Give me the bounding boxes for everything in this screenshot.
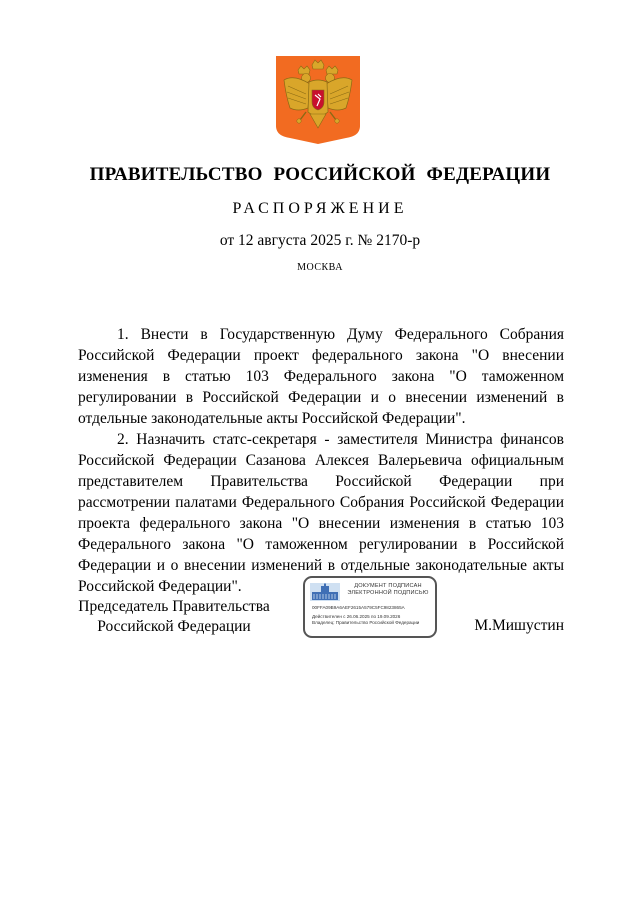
signer-title-line-1: Председатель Правительства [78,598,270,615]
document-city: МОСКВА [297,262,343,273]
stamp-heading [341,583,435,597]
signer-title [76,597,272,637]
stamp-owner: Владелец: Правительство Российской Федерации [312,620,420,625]
stamp-validity: Действителен с 26.06.2025 по 19.09.2026 [312,614,401,619]
stamp-heading-line-2: ЭЛЕКТРОННОЙ ПОДПИСЬЮ [347,590,429,596]
signer-title-line-2: Российской Федерации [97,618,251,635]
document-body [78,324,564,597]
document-date-number: от 12 августа 2025 г. № 2170-р [219,232,421,249]
electronic-signature-stamp [303,576,437,638]
stamp-certificate: 00FFA09B9A6AEF2615A579C5FC9823865A [312,605,405,610]
paragraph-2: 2. Назначить статс-секретаря - заместителя Министра финансов Российской Федерации Сазанова Алексея Валерьевича официальным представителем Правительства Российской Федерации при рассмотрении палатами Федерального Собрания Российской Федерации проекта федерального закона "О внесении изменения в статью 103 Федерального закона "О таможенном регулировании в Российской Федерации и о внесении изменений в отдельные законодательные акты Российской Федерации". [78,431,564,595]
coat-of-arms-icon [276,56,360,144]
paragraph-1: 1. Внести в Государственную Думу Федерального Собрания Российской Федерации проект федерального закона "О внесении изменения в статью 103 Федерального закона "О таможенном регулировании в Российской Федерации и о внесении изменений в отдельные законодательные акты Российской Федерации". [78,326,564,427]
stamp-heading-line-1: ДОКУМЕНТ ПОДПИСАН [354,583,422,589]
government-title: ПРАВИТЕЛЬСТВО РОССИЙСКОЙ ФЕДЕРАЦИИ [89,164,551,185]
government-building-icon [310,583,340,601]
signer-name: М.Мишустин [474,617,564,634]
document-type: РАСПОРЯЖЕНИЕ [232,200,408,217]
